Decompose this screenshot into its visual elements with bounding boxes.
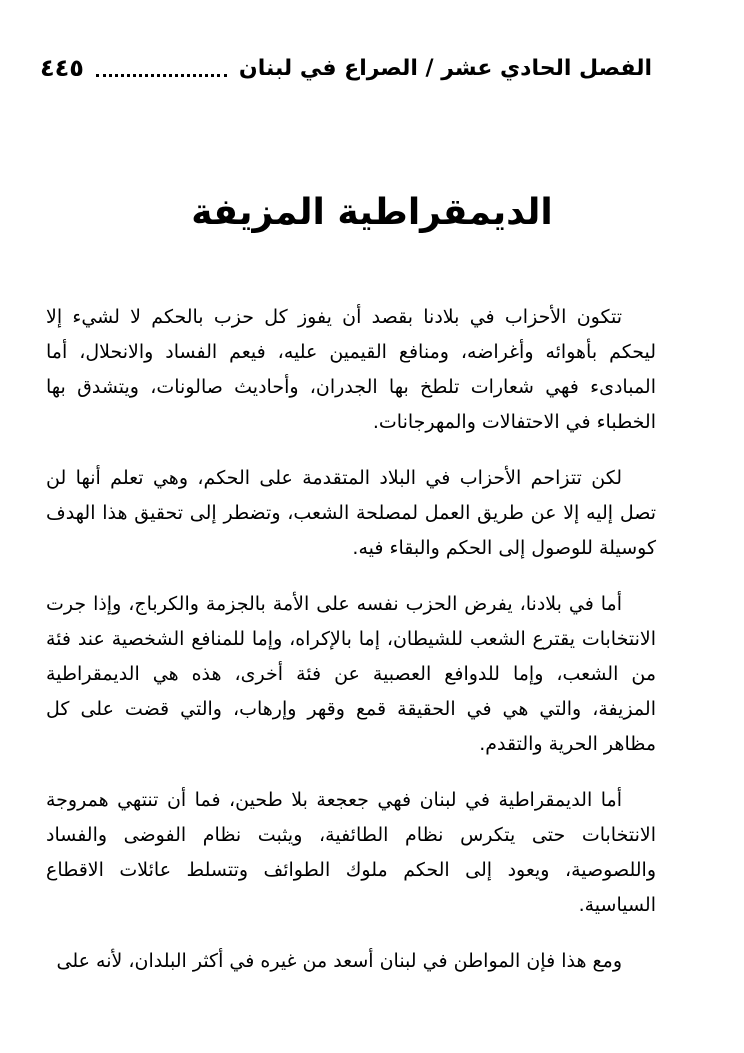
section-title: الديمقراطية المزيفة <box>191 192 553 233</box>
header-dot-leader <box>96 60 227 77</box>
paragraph: أما في بلادنا، يفرض الحزب نفسه على الأمة بالجزمة والكرباج، وإذا جرت الانتخابات يقترع الشعب للشيطان، إما بالإكراه، وإما للمنافع الشخصية عند فئة من الشعب، وإما للدوافع العصبية عن فئة أخرى، هذه هي الديمقراطية المزيفة، والتي هي في الحقيقة قمع وقهر وإرهاب، والتي قضت على كل مظاهر الحرية والتقدم. <box>46 593 656 755</box>
paragraph: أما الديمقراطية في لبنان فهي جعجعة بلا طحين، فما أن تنتهي همروجة الانتخابات حتى يتكرس نظام الطائفية، ويثبت نظام الفوضى والفساد واللصوصية، ويعود إلى الحكم ملوك الطوائف وتتسلط عائلات الاقطاع السياسية. <box>46 789 656 916</box>
chapter-title: الفصل الحادي عشر / الصراع في لبنان <box>238 55 652 81</box>
page-number: ٤٤٥ <box>40 54 84 82</box>
paragraph: ومع هذا فإن المواطن في لبنان أسعد من غيره في أكثر البلدان، لأنه على <box>56 950 622 972</box>
body-text <box>46 300 656 979</box>
paragraph: لكن تتزاحم الأحزاب في البلاد المتقدمة على الحكم، وهي تعلم أنها لن تصل إليه إلا عن طريق العمل لمصلحة الشعب، وتضطر إلى تحقيق هذا الهدف كوسيلة للوصول إلى الحكم والبقاء فيه. <box>46 467 656 559</box>
paragraph: تتكون الأحزاب في بلادنا بقصد أن يفوز كل حزب بالحكم لا لشيء إلا ليحكم بأهوائه وأغراضه، ومنافع القيمين عليه، فيعم الفساد والانحلال، أما المبادىء فهي شعارات تلطخ بها الجدران، وأحاديث صالونات، ويتشدق بها الخطباء في الاحتفالات والمهرجانات. <box>46 306 656 433</box>
running-header <box>40 48 652 88</box>
